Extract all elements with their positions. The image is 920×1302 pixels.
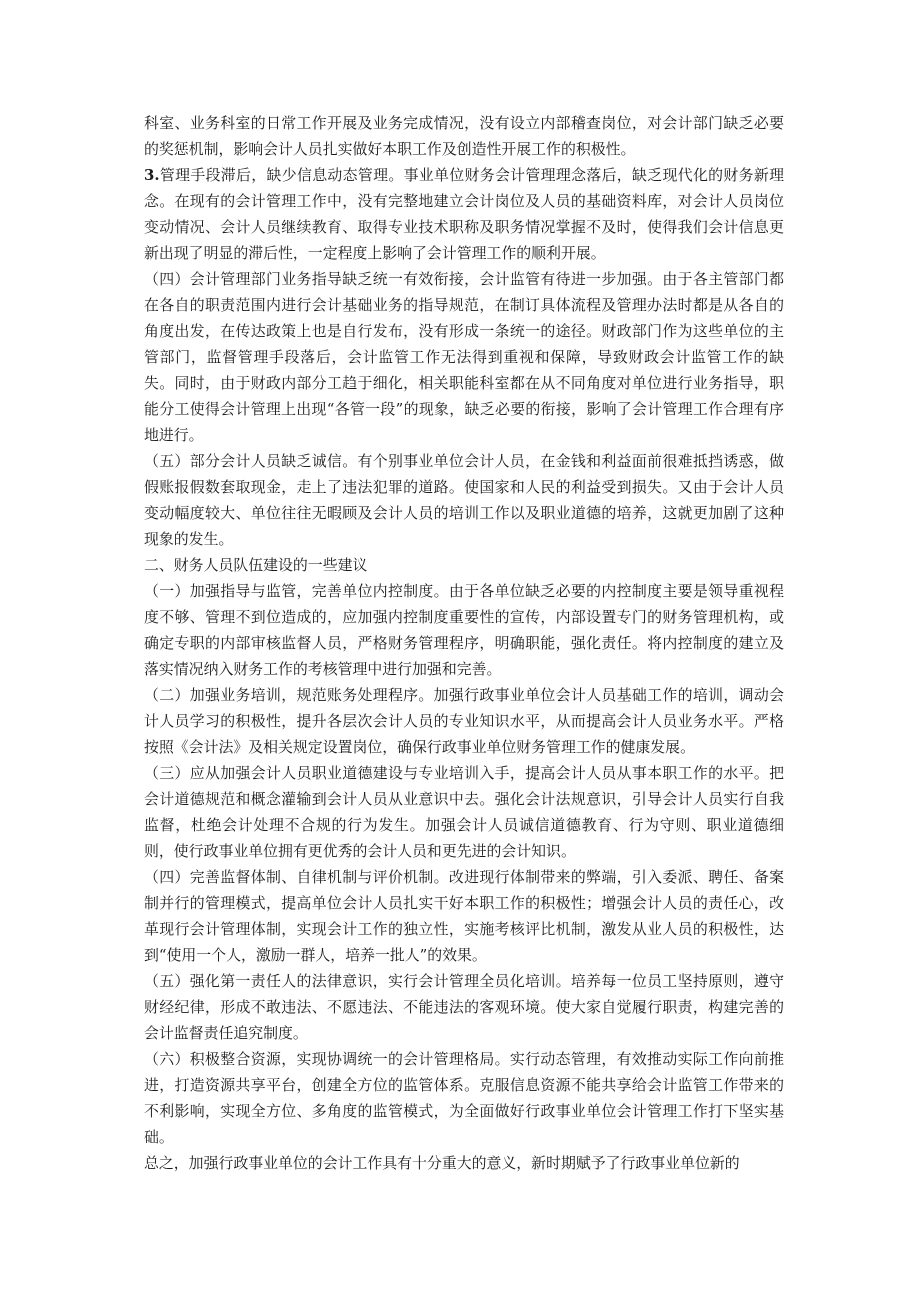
paragraph-suggestion-5: （五）强化第一责任人的法律意识，实行会计管理全员化培训。培养每一位员工坚持原则，遵守财经纪律，形成不敢违法、不愿违法、不能违法的客观环境。使大家自觉履行职责，构建完善的会计监督责任追究制度。 [144, 972, 784, 1042]
section-heading-2: 二、财务人员队伍建设的一些建议 [144, 556, 368, 574]
paragraph-text: 管理手段滞后，缺少信息动态管理。事业单位财务会计管理理念落后，缺乏现代化的财务新理念。在现有的会计管理工作中，没有完整地建立会计岗位及人员的基础资料库，对会计人员岗位变动情况、会计人员继续教育、取得专业技术职称及职务情况掌握不及时，使得我们会计信息更新出现了明显的滞后性，一定程度上影响了会计管理工作的顺利开展。 [144, 166, 784, 262]
paragraph-suggestion-1: （一）加强指导与监管，完善单位内控制度。由于各单位缺乏必要的内控制度主要是领导重视程度不够、管理不到位造成的，应加强内控制度重要性的宣传，内部设置专门的财务管理机构，或确定专职的内部审核监督人员，严格财务管理程序，明确职能，强化责任。将内控制度的建立及落实情况纳入财务工作的考核管理中进行加强和完善。 [144, 582, 784, 678]
paragraph-section-4: （四）会计管理部门业务指导缺乏统一有效衔接，会计监管有待进一步加强。由于各主管部门都在各自的职责范围内进行会计基础业务的指导规范，在制订具体流程及管理办法时都是从各自的角度出发，在传达政策上也是自行发布，没有形成一条统一的途径。财政部门作为这些单位的主管部门，监督管理手段落后，会计监管工作无法得到重视和保障，导致财政会计监管工作的缺失。同时，由于财政内部分工趋于细化，相关职能科室都在从不同角度对单位进行业务指导，职能分工使得会计管理上出现“各管一段”的现象，缺乏必要的衔接，影响了会计管理工作合理有序地进行。 [144, 270, 784, 444]
paragraph-item-3 [144, 162, 784, 266]
paragraph-section-5: （五）部分会计人员缺乏诚信。有个别事业单位会计人员，在金钱和利益面前很难抵挡诱惑，做假账报假数套取现金，走上了违法犯罪的道路。使国家和人民的利益受到损失。又由于会计人员变动幅度较大、单位往往无暇顾及会计人员的培训工作以及职业道德的培养，这就更加剧了这种现象的发生。 [144, 452, 784, 548]
paragraph-suggestion-6: （六）积极整合资源，实现协调统一的会计管理格局。实行动态管理，有效推动实际工作向前推进，打造资源共享平台，创建全方位的监管体系。克服信息资源不能共享给会计监管工作带来的不利影响，实现全方位、多角度的监管模式，为全面做好行政事业单位会计管理工作打下坚实基础。 [144, 1050, 784, 1146]
paragraph-suggestion-4: （四）完善监督体制、自律机制与评价机制。改进现行体制带来的弊端，引入委派、聘任、备案制并行的管理模式，提高单位会计人员扎实干好本职工作的积极性；增强会计人员的责任心，改革现行会计管理体制，实现会计工作的独立性，实施考核评比机制，激发从业人员的积极性，达到“使用一个人，激励一群人，培养一批人”的效果。 [144, 868, 784, 964]
item-number: 3. [144, 166, 160, 184]
paragraph-conclusion: 总之，加强行政事业单位的会计工作具有十分重大的意义，新时期赋予了行政事业单位新的 [144, 1154, 740, 1172]
paragraph-suggestion-2: （二）加强业务培训，规范账务处理程序。加强行政事业单位会计人员基础工作的培训，调动会计人员学习的积极性，提升各层次会计人员的专业知识水平，从而提高会计人员业务水平。严格按照《会计法》及相关规定设置岗位，确保行政事业单位财务管理工作的健康发展。 [144, 686, 784, 756]
document-page [144, 110, 784, 1176]
paragraph-suggestion-3: （三）应从加强会计人员职业道德建设与专业培训入手，提高会计人员从事本职工作的水平。把会计道德规范和概念灌输到会计人员从业意识中去。强化会计法规意识，引导会计人员实行自我监督，杜绝会计处理不合规的行为发生。加强会计人员诚信道德教育、行为守则、职业道德细则，使行政事业单位拥有更优秀的会计人员和更先进的会计知识。 [144, 764, 784, 860]
paragraph-continued: 科室、业务科室的日常工作开展及业务完成情况，没有设立内部稽查岗位，对会计部门缺乏必要的奖惩机制，影响会计人员扎实做好本职工作及创造性开展工作的积极性。 [144, 114, 784, 158]
